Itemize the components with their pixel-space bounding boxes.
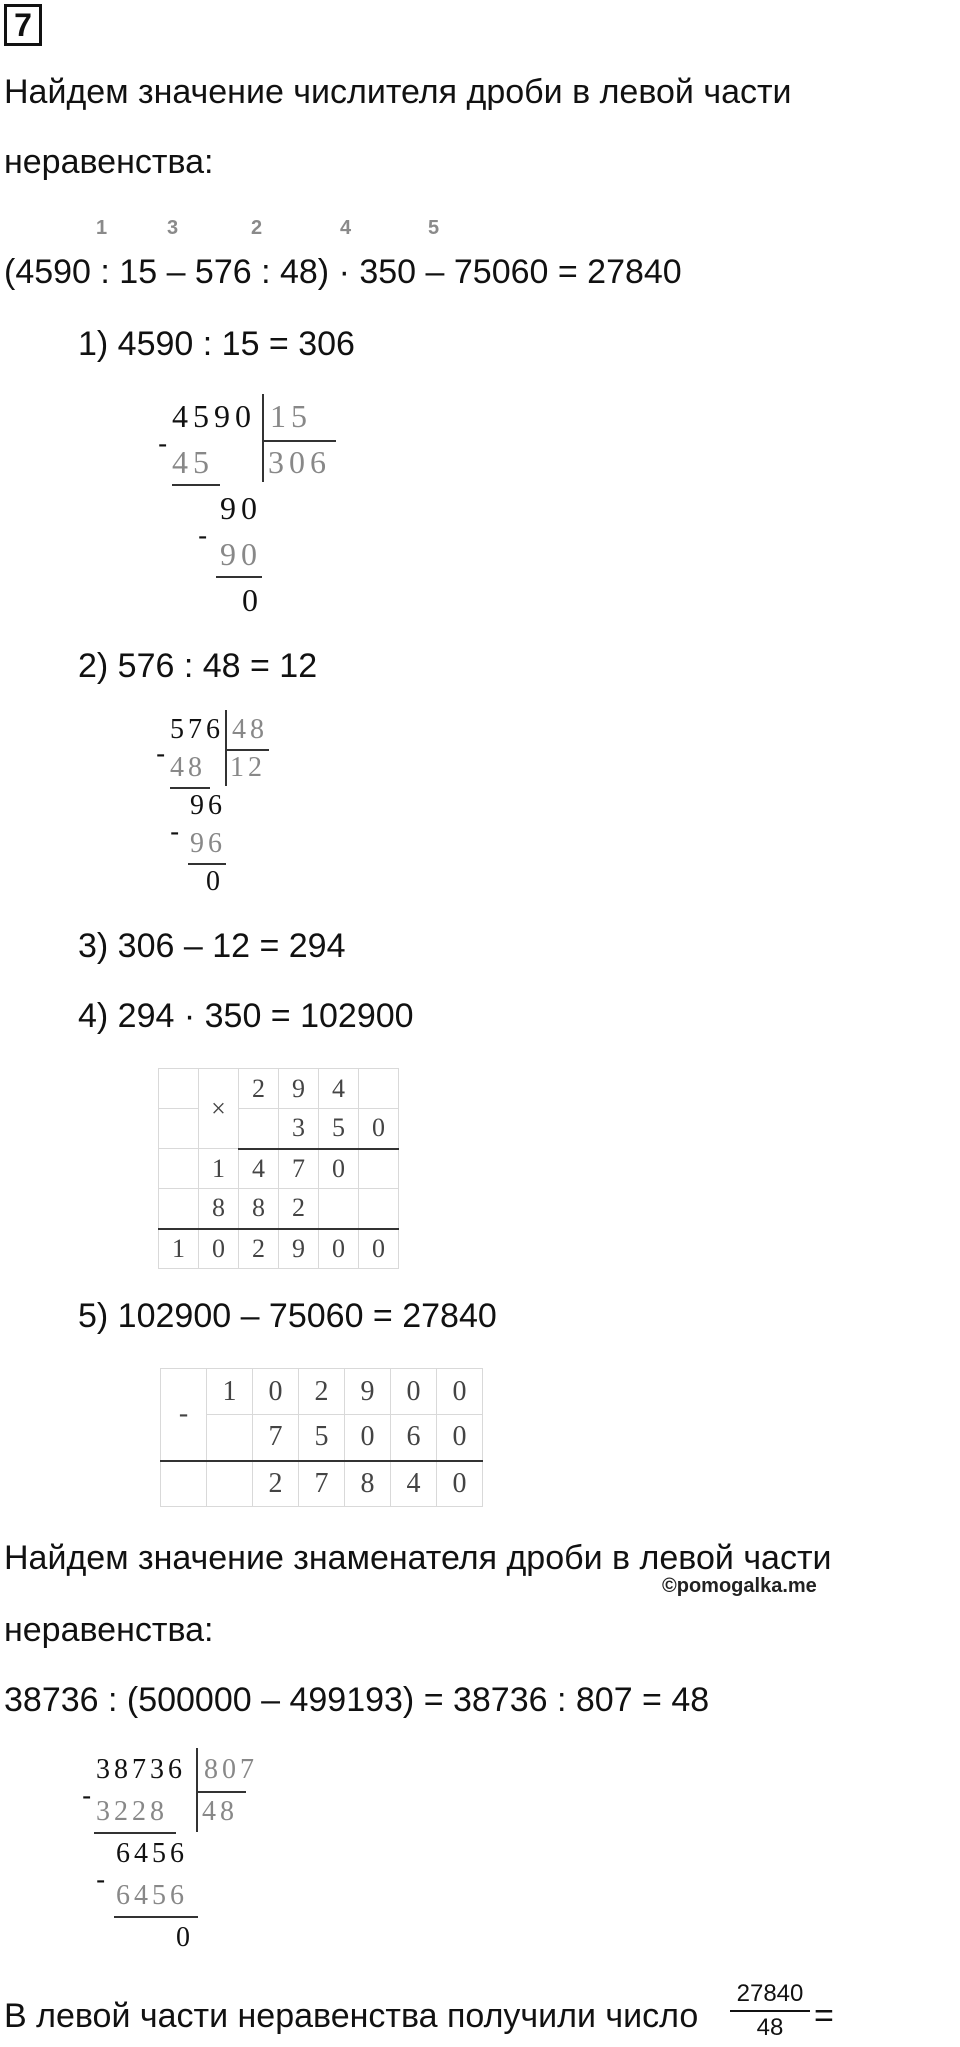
division-1-remainder-2: 0: [242, 582, 263, 618]
fraction-numerator: 27840: [736, 1980, 804, 2007]
intro-line-2: неравенства:: [4, 143, 214, 181]
division-1-vertical-line: [262, 394, 264, 482]
conclusion-text: В левой части неравенства получили число: [4, 1997, 699, 2035]
division-3-subtrahend-2: 6456: [116, 1880, 188, 1911]
order-number-1: 1: [96, 217, 108, 239]
division-2-dividend: 576: [170, 714, 224, 745]
division-2-line-2: [188, 863, 226, 865]
multiplication-cell: [359, 1189, 399, 1229]
multiplication-cell: [159, 1189, 199, 1229]
division-2-subtrahend-2: 96: [190, 828, 226, 859]
subtraction-cell: [161, 1461, 207, 1507]
multiplication-cell: [359, 1149, 399, 1189]
division-1-line-2: [216, 576, 262, 578]
subtraction-cell: 1: [207, 1369, 253, 1415]
subtraction-cell: 2: [253, 1461, 299, 1507]
division-1-minus-1: -: [158, 428, 168, 459]
multiplication-row: [159, 1229, 399, 1269]
order-number-3: 2: [251, 217, 263, 239]
multiplication-cell: [159, 1109, 199, 1149]
fraction-bar: [730, 2010, 810, 2012]
division-1-divisor-line: [262, 440, 336, 442]
multiplication-cell: 9: [279, 1069, 319, 1109]
multiplication-grid: [158, 1068, 399, 1269]
subtraction-cell: 0: [437, 1461, 483, 1507]
multiplication-sign: ×: [199, 1069, 239, 1149]
division-3-divisor: 807: [204, 1754, 258, 1785]
denominator-expression: 38736 : (500000 – 499193) = 38736 : 807 = 48: [4, 1681, 710, 1719]
subtraction-cell: 0: [391, 1369, 437, 1415]
division-3-remainder-1: 6456: [116, 1838, 188, 1869]
subtraction-sign: -: [161, 1369, 207, 1461]
multiplication-cell: [319, 1189, 359, 1229]
multiplication-cell: [239, 1109, 279, 1149]
division-2-line-1: [170, 787, 210, 789]
multiplication-cell: 2: [279, 1189, 319, 1229]
division-1-line-1: [172, 484, 220, 486]
order-number-4: 4: [340, 217, 352, 239]
order-number-5: 5: [428, 217, 440, 239]
denominator-intro-line-1: Найдем значение знаменателя дроби в левой части: [4, 1539, 832, 1577]
multiplication-cell: [159, 1069, 199, 1109]
step-5: 5) 102900 – 75060 = 27840: [78, 1297, 497, 1335]
subtraction-cell: 0: [345, 1415, 391, 1461]
multiplication-cell: 0: [359, 1109, 399, 1149]
multiplication-row: [159, 1069, 399, 1109]
division-2-subtrahend-1: 48: [170, 752, 206, 783]
subtraction-row: [161, 1369, 483, 1415]
multiplication-cell: 4: [319, 1069, 359, 1109]
multiplication-cell: [359, 1069, 399, 1109]
division-2-minus-2: -: [170, 816, 180, 847]
subtraction-cell: [207, 1461, 253, 1507]
subtraction-cell: 7: [299, 1461, 345, 1507]
order-number-2: 3: [167, 217, 179, 239]
step-3: 3) 306 – 12 = 294: [78, 927, 346, 965]
division-3-line-2: [114, 1916, 198, 1918]
division-3-line-1: [94, 1832, 176, 1834]
subtraction-cell: 6: [391, 1415, 437, 1461]
division-2-quotient: 12: [230, 752, 266, 783]
fraction-denominator: 48: [756, 2014, 784, 2041]
multiplication-cell: 0: [319, 1149, 359, 1189]
subtraction-cell: 2: [299, 1369, 345, 1415]
division-1-quotient: 306: [268, 444, 331, 480]
division-1-divisor: 15: [270, 398, 312, 434]
subtraction-cell: 4: [391, 1461, 437, 1507]
subtraction-cell: [207, 1415, 253, 1461]
multiplication-cell: 1: [199, 1149, 239, 1189]
division-2-remainder-1: 96: [190, 790, 226, 821]
multiplication-cell: 2: [239, 1229, 279, 1269]
conclusion-equals: =: [814, 1997, 834, 2035]
subtraction-cell: 0: [437, 1369, 483, 1415]
subtraction-cell: 8: [345, 1461, 391, 1507]
division-3-dividend: 38736: [96, 1754, 186, 1785]
intro-line-1: Найдем значение числителя дроби в левой части: [4, 73, 792, 111]
division-2-remainder-2: 0: [206, 866, 224, 897]
subtraction-cell: 0: [253, 1369, 299, 1415]
multiplication-cell: 5: [319, 1109, 359, 1149]
subtraction-row: [161, 1461, 483, 1507]
division-3-subtrahend-1: 3228: [96, 1796, 168, 1827]
multiplication-row: [159, 1189, 399, 1229]
division-1-subtrahend-2: 90: [220, 536, 262, 572]
multiplication-cell: [159, 1149, 199, 1189]
division-2-minus-1: -: [156, 738, 166, 769]
division-3-quotient: 48: [202, 1796, 238, 1827]
multiplication-cell: 7: [279, 1149, 319, 1189]
multiplication-cell: 0: [199, 1229, 239, 1269]
subtraction-cell: 7: [253, 1415, 299, 1461]
division-1-subtrahend-1: 45: [172, 444, 214, 480]
subtraction-cell: 9: [345, 1369, 391, 1415]
conclusion-fraction: [730, 1980, 810, 2042]
step-4: 4) 294 · 350 = 102900: [78, 997, 414, 1035]
multiplication-cell: 1: [159, 1229, 199, 1269]
watermark: ©pomogalka.me: [662, 1575, 817, 1597]
division-3-divisor-line: [196, 1791, 246, 1793]
multiplication-cell: 4: [239, 1149, 279, 1189]
division-2-divisor: 48: [232, 714, 268, 745]
division-1-remainder-1: 90: [220, 490, 262, 526]
multiplication-row: [159, 1149, 399, 1189]
multiplication-cell: 8: [239, 1189, 279, 1229]
division-3-remainder-2: 0: [176, 1922, 194, 1953]
division-1-minus-2: -: [198, 520, 208, 551]
task-number-badge: 7: [4, 4, 42, 46]
multiplication-cell: 2: [239, 1069, 279, 1109]
division-3-vertical-line: [196, 1748, 198, 1832]
subtraction-row: [161, 1415, 483, 1461]
step-2: 2) 576 : 48 = 12: [78, 647, 318, 685]
multiplication-cell: 9: [279, 1229, 319, 1269]
division-2-divisor-line: [225, 749, 269, 751]
division-3-minus-1: -: [82, 1780, 92, 1811]
subtraction-cell: 0: [437, 1415, 483, 1461]
step-1: 1) 4590 : 15 = 306: [78, 325, 355, 363]
multiplication-row: [159, 1109, 399, 1149]
multiplication-cell: 3: [279, 1109, 319, 1149]
subtraction-cell: 5: [299, 1415, 345, 1461]
denominator-intro-line-2: неравенства:: [4, 1611, 214, 1649]
division-1-dividend: 4590: [172, 398, 256, 434]
multiplication-cell: 0: [319, 1229, 359, 1269]
division-3-minus-2: -: [96, 1864, 106, 1895]
multiplication-cell: 0: [359, 1229, 399, 1269]
division-2-vertical-line: [225, 710, 227, 786]
main-expression: (4590 : 15 – 576 : 48) · 350 – 75060 = 27840: [4, 253, 682, 291]
multiplication-cell: 8: [199, 1189, 239, 1229]
subtraction-grid: [160, 1368, 483, 1507]
